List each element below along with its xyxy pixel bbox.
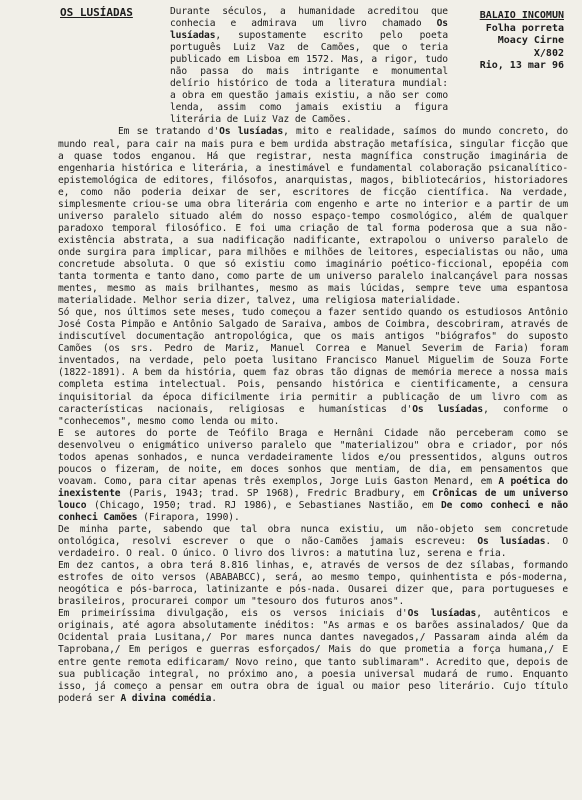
book-title: Os lusíadas (412, 403, 484, 415)
text: , autênticos e originais, até agora absolutamente inéditos: "As armas e os barões assinalados/ Que da Ocidental praia Lusitana,/ Por mares nunca dantes navegados,/ Passaram ainda além da Taprobana,/ Em perigos e guerras esforçados/ Mais do que prometia a força humana,/ E entre gente remota edificaram/ Novo reino, que tanto sublimaram". Acredito que, depois de sua publicação integral, no próximo ano, a poesia universal mudará de rumo. Enquanto isso, já começo a pensar em outra obra de igual ou maior peso literário. Cujo título poderá ser (58, 608, 568, 704)
masthead-line: X/802 (533, 47, 564, 59)
text: , mito e realidade, saímos do mundo concreto, do mundo real, para cair na mais pura e bem urdida abstração metafísica, singular ficção que a quase todos enganou. Há que registrar, nesta magnífica construção imaginária de engenharia histórica e literária, a inestimável e fundamental colaboração psicanalítico-epistemológica de editores, filósofos, anarquistas, magos, bibliotecários, historiadores e, como não poderia deixar de ser, escritores de ficção científica. Na verdade, simplesmente criou-se uma obra literária com engenho e arte no interior e a partir de um universo paralelo situado além do nosso espaço-tempo cosmológico, além de qualquer paradoxo temporal filosófico. E foi uma criação de tal forma poderosa que a sua não-existência abstrata, a sua nadificação nadificante, extrapolou o universo paralelo de onde surgira para implicar, para milhões e milhões de leitores, especialistas ou não, uma concretude absoluta. O que só existiu como imaginário poético-ficcional, epopéia com tanta tormenta e tanto dano, como parte de um universo paralelo inalcançável para nossas mentes, mesmo as mais brilhantes, mesmo as mais lúcidas, sempre teve uma espantosa materialidade. Melhor seria dizer, talvez, uma religiosa materialidade. (58, 126, 569, 307)
book-title: Os lusíadas (170, 18, 448, 42)
text: Em primeiríssima divulgação, eis os versos iniciais d' (58, 608, 408, 620)
text: . O verdadeiro. O real. O único. O livro dos livros: a matutina luz, serena e fria. (58, 536, 569, 560)
text: chamado (381, 18, 437, 30)
text: . (211, 692, 217, 704)
paragraph (58, 608, 568, 704)
text: , supostamente escrito pelo poeta português Luiz Vaz de Camões, que o teria publicado em Lisboa em 1572. Mas, a rigor, tudo não passa do mais intrigante e monumental delírio histórico de toda a literatura mundial: a obra em questão jamais existiu, a não ser como lenda, assim como jamais existiu a figura literária de Luiz Vaz de Camões. (170, 30, 448, 126)
paragraph (58, 428, 568, 524)
article-body (58, 6, 568, 705)
masthead-line: BALAIO INCOMUN (479, 10, 564, 21)
book-title: De como conheci e não conheci Camões (58, 499, 568, 523)
book-title: Os lusíadas (477, 536, 546, 548)
paragraph (58, 6, 568, 126)
masthead-line: Folha porreta (485, 22, 564, 34)
text: , conforme o "conhecemos", mesmo como lenda ou mito. (58, 403, 568, 427)
book-title: Crônicas de um universo louco (58, 487, 568, 511)
text: E se autores do porte de Teófilo Braga e Hernâni Cidade não perceberam como se desenvolveu o enigmático universo paralelo que "materializou" obra e criador, por nós todos apenas sonhados, e nunca verdadeiramente lidos e/ou pressentidos, alguns outros poucos o fizeram, de noite, em doces sonhos que mentiam, de dia, em pensamentos que voavam. Como, para citar apenas três exemplos, Jorge Luis Gaston Menard, em (58, 427, 568, 487)
text: (Firapora, 1990). (137, 511, 240, 523)
text: De minha parte, sabendo que tal obra nunca existiu, um não-objeto sem concretude ontológica, resolvi escrever o que o não-Camões jamais escreveu: (58, 524, 568, 548)
book-title: Os lusíadas (219, 126, 284, 138)
paragraph (58, 524, 568, 560)
book-title: A poética do inexistente (58, 475, 568, 499)
paragraph (58, 560, 568, 608)
book-title: A divina comédia (120, 692, 212, 704)
document-title: OS LUSÍADAS (60, 6, 133, 19)
text: Em se tratando d' (118, 126, 220, 138)
masthead-line: Rio, 13 mar 96 (479, 60, 564, 71)
paragraph (58, 126, 568, 307)
text: Em dez cantos, a obra terá 8.816 linhas, e, através de versos de dez sílabas, formando estrofes de oito versos (ABABABCC), será, ao mesmo tempo, quinhentista e pós-moderna, neogótica e pós-barroca, latinizante e pós-nada. Ousarei dizer que, para portugueses e brasileiros, procurarei compor um "tesouro dos futuros anos". (58, 560, 568, 608)
book-title: Os lusíadas (407, 608, 477, 620)
text: (Paris, 1943; trad. SP 1968), Fredric Bradbury, em (120, 487, 432, 499)
masthead-line: Moacy Cirne (497, 35, 564, 46)
text: (Chicago, 1950; trad. RJ 1986), e Sebastianes Nastião, em (86, 499, 441, 511)
text: Só que, nos últimos sete meses, tudo começou a fazer sentido quando os estudiosos Antônio José Costa Pimpão e Antônio Salgado de Saraiva, ambos de Coimbra, descobriram, através de indiscutível documentação antropológica, que os mais antigos "biógrafos" do suposto Camões (os srs. Pedro de Mariz, Manuel Correa e Manuel Severim de Faria) foram inventados, na verdade, pelo poeta lusitano Francisco Manuel Miguelim de Souza Forte (1822-1891). A bem da história, quem faz obras tão dignas de memória merece a nossa mais completa estima intelectual. Pois, pensando histórica e cientificamente, a censura inquisitorial da época dificilmente iria permitir a publicação de um livro com as características nacionais, religiosas e humanísticas d' (58, 307, 568, 415)
paragraph (58, 307, 568, 427)
text: Durante séculos, a humanidade acreditou que conhecia e admirava um livro (170, 6, 448, 30)
